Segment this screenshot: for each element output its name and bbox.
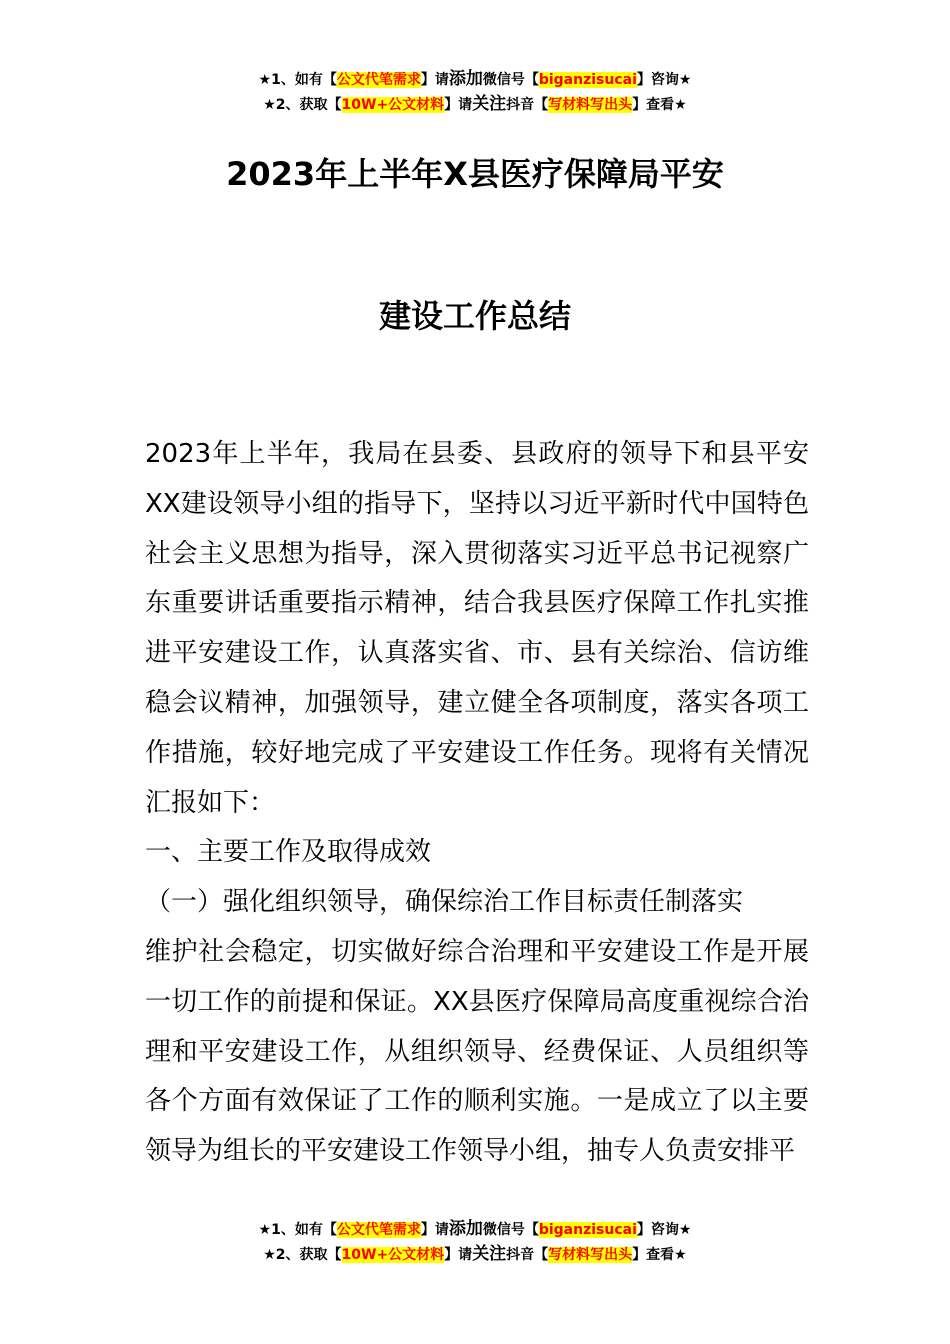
banner-text: 抖音【 <box>506 97 549 113</box>
banner-text: 】咨询★ <box>636 1222 692 1238</box>
section-heading: 一、主要工作及取得成效 <box>145 837 432 868</box>
banner-line-2 <box>0 1242 950 1267</box>
document-title-line-2: 建设工作总结 <box>378 297 571 335</box>
banner-line-1 <box>0 67 950 92</box>
banner-text: 微信号【 <box>482 72 539 88</box>
footer-banner <box>0 1217 950 1267</box>
banner-highlight-materials: 10W+公文材料 <box>341 97 445 113</box>
banner-highlight-materials: 10W+公文材料 <box>341 1247 445 1263</box>
banner-line-1 <box>0 1217 950 1242</box>
banner-highlight-douyin: 写材料写出头 <box>548 97 633 113</box>
document-title-line-1: 2023年上半年X县医疗保障局平安 <box>226 155 724 193</box>
banner-highlight-wechat: biganzisucai <box>538 72 637 88</box>
banner-highlight-service: 公文代笔需求 <box>336 72 421 88</box>
banner-text: ★1、如有【 <box>258 1222 337 1238</box>
banner-text: ★1、如有【 <box>258 72 337 88</box>
banner-text: 】请 <box>420 1222 449 1238</box>
banner-text: ★2、获取【 <box>263 97 342 113</box>
paragraph-body: 维护社会稳定，切实做好综合治理和平安建设工作是开展一切工作的前提和保证。XX县医疗保障局高度重视综合治理和平安建设工作，从组织领导、经费保证、人员组织等各个方面有效保证了工作的顺利实施。一是成立了以主要领导为组长的平安建设工作领导小组，抽专人负责安排平 <box>145 936 809 1167</box>
banner-highlight-service: 公文代笔需求 <box>336 1222 421 1238</box>
header-banner <box>0 67 950 117</box>
banner-text-emphasis: 添加 <box>448 1219 483 1239</box>
banner-text: 】咨询★ <box>636 72 692 88</box>
banner-text-emphasis: 添加 <box>448 69 483 89</box>
banner-text: 】查看★ <box>632 1247 687 1263</box>
banner-text: 抖音【 <box>506 1247 549 1263</box>
banner-text: ★2、获取【 <box>263 1247 342 1263</box>
banner-line-2 <box>0 92 950 117</box>
paragraph-intro: 2023年上半年，我局在县委、县政府的领导下和县平安XX建设领导小组的指导下，坚持以习近平新时代中国特色社会主义思想为指导，深入贯彻落实习近平总书记视察广东重要讲话重要指示精神，结合我县医疗保障工作扎实推进平安建设工作，认真落实省、市、县有关综治、信访维稳会议精神，加强领导，建立健全各项制度，落实各项工作措施，较好地完成了平安建设工作任务。现将有关情况汇报如下： <box>145 439 809 818</box>
banner-highlight-douyin: 写材料写出头 <box>548 1247 633 1263</box>
banner-text: 】请 <box>444 1247 473 1263</box>
banner-text-emphasis: 关注 <box>472 1244 507 1264</box>
banner-text: 】请 <box>444 97 473 113</box>
banner-text: 】请 <box>420 72 449 88</box>
subsection-heading: （一）强化组织领导，确保综治工作目标责任制落实 <box>145 887 744 918</box>
banner-text: 】查看★ <box>632 97 687 113</box>
banner-text-emphasis: 关注 <box>472 94 507 114</box>
document-body <box>145 430 809 1177</box>
banner-highlight-wechat: biganzisucai <box>538 1222 637 1238</box>
banner-text: 微信号【 <box>482 1222 539 1238</box>
